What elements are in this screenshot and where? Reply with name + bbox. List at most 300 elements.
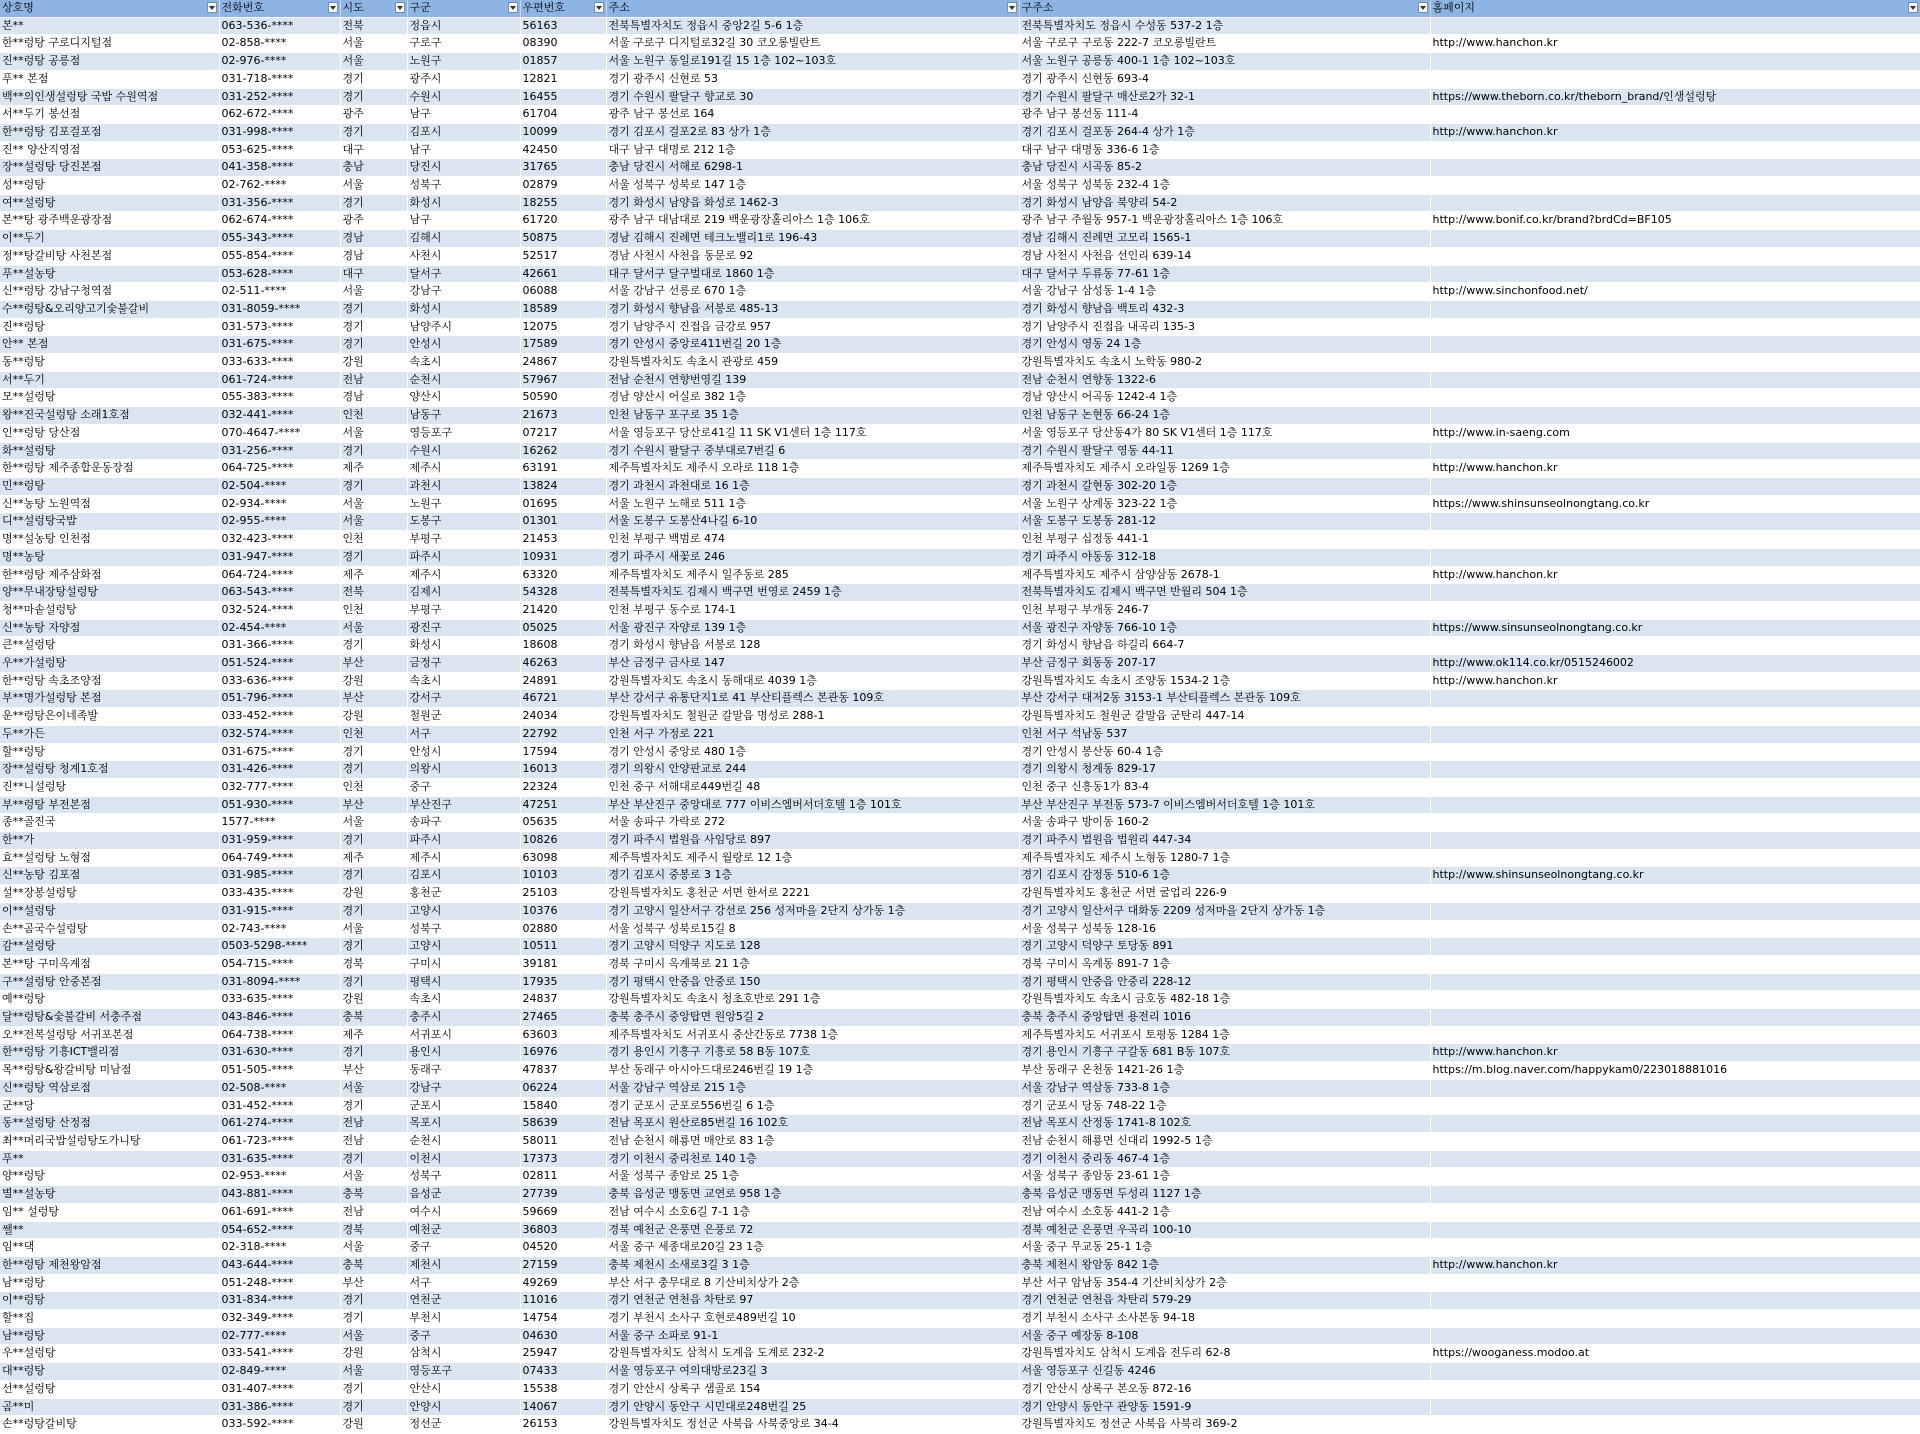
filter-dropdown-icon[interactable] <box>1908 2 1918 13</box>
cell-address[interactable]: 서울 노원구 동일로191길 15 1층 102~103호 <box>606 53 1019 71</box>
cell-gugun[interactable]: 여수시 <box>407 1203 520 1221</box>
cell-name[interactable]: 종**골진국 <box>0 814 219 832</box>
cell-zip[interactable]: 61704 <box>520 106 606 124</box>
cell-homepage[interactable] <box>1430 1380 1920 1398</box>
cell-old_address[interactable]: 서울 영등포구 당산동4가 80 SK V1센터 1층 117호 <box>1019 424 1430 442</box>
cell-old_address[interactable]: 강원특별자치도 홍천군 서면 굴업리 226-9 <box>1019 885 1430 903</box>
cell-name[interactable]: 왕**진국설렁탕 소래1호점 <box>0 407 219 425</box>
cell-address[interactable]: 서울 도봉구 도봉산4나길 6-10 <box>606 513 1019 531</box>
table-row[interactable] <box>0 566 1920 584</box>
cell-old_address[interactable]: 경기 수원시 팔달구 영동 44-11 <box>1019 442 1430 460</box>
cell-address[interactable]: 경북 예천군 은풍면 은풍로 72 <box>606 1221 1019 1239</box>
filter-dropdown-icon[interactable] <box>207 2 217 13</box>
cell-homepage[interactable] <box>1430 354 1920 372</box>
cell-phone[interactable]: 051-796-**** <box>219 690 340 708</box>
cell-address[interactable]: 전북특별자치도 정읍시 중앙2길 5-6 1층 <box>606 17 1019 35</box>
cell-old_address[interactable]: 경기 파주시 야동동 312-18 <box>1019 548 1430 566</box>
cell-name[interactable]: 구**설렁탕 안중본점 <box>0 973 219 991</box>
table-row[interactable] <box>0 938 1920 956</box>
cell-homepage[interactable] <box>1430 1203 1920 1221</box>
cell-address[interactable]: 서울 강남구 선릉로 670 1층 <box>606 283 1019 301</box>
cell-old_address[interactable]: 광주 남구 봉선동 111-4 <box>1019 106 1430 124</box>
cell-address[interactable]: 경기 수원시 팔달구 향교로 30 <box>606 88 1019 106</box>
table-row[interactable] <box>0 141 1920 159</box>
cell-sido[interactable]: 부산 <box>340 1062 407 1080</box>
cell-name[interactable]: 백**의인생설렁탕 국밥 수원역점 <box>0 88 219 106</box>
table-row[interactable] <box>0 832 1920 850</box>
cell-phone[interactable]: 062-672-**** <box>219 106 340 124</box>
cell-old_address[interactable]: 전남 순천시 해룡면 신대리 1992-5 1층 <box>1019 1133 1430 1151</box>
cell-address[interactable]: 서울 성북구 성북로15길 8 <box>606 920 1019 938</box>
table-row[interactable] <box>0 672 1920 690</box>
cell-homepage[interactable] <box>1430 761 1920 779</box>
cell-old_address[interactable]: 인천 서구 석남동 537 <box>1019 725 1430 743</box>
cell-phone[interactable]: 02-849-**** <box>219 1363 340 1381</box>
cell-sido[interactable]: 경남 <box>340 230 407 248</box>
column-header-sido[interactable] <box>340 0 407 17</box>
cell-name[interactable]: 한**렁탕 제주종합운동장점 <box>0 460 219 478</box>
cell-sido[interactable]: 제주 <box>340 566 407 584</box>
cell-old_address[interactable]: 부산 서구 암남동 354-4 기산비치상가 2층 <box>1019 1274 1430 1292</box>
cell-zip[interactable]: 24891 <box>520 672 606 690</box>
cell-homepage[interactable] <box>1430 1115 1920 1133</box>
cell-gugun[interactable]: 안산시 <box>407 1380 520 1398</box>
cell-old_address[interactable]: 제주특별자치도 제주시 오라일동 1269 1층 <box>1019 460 1430 478</box>
cell-address[interactable]: 경남 사천시 사천읍 동문로 92 <box>606 247 1019 265</box>
cell-sido[interactable]: 충북 <box>340 1009 407 1027</box>
cell-address[interactable]: 인천 서구 가정로 221 <box>606 725 1019 743</box>
cell-zip[interactable]: 13824 <box>520 477 606 495</box>
cell-sido[interactable]: 제주 <box>340 849 407 867</box>
cell-name[interactable]: 본**탕 구미옥계점 <box>0 955 219 973</box>
cell-homepage[interactable]: http://www.shinsunseolnongtang.co.kr <box>1430 867 1920 885</box>
cell-zip[interactable]: 24837 <box>520 991 606 1009</box>
cell-gugun[interactable]: 성북구 <box>407 920 520 938</box>
table-row[interactable] <box>0 53 1920 71</box>
cell-name[interactable]: 한**렁탕 속초조양점 <box>0 672 219 690</box>
cell-phone[interactable]: 055-854-**** <box>219 247 340 265</box>
cell-zip[interactable]: 04520 <box>520 1239 606 1257</box>
cell-phone[interactable]: 02-858-**** <box>219 35 340 53</box>
cell-sido[interactable]: 서울 <box>340 619 407 637</box>
cell-phone[interactable]: 02-318-**** <box>219 1239 340 1257</box>
cell-name[interactable]: 운**렁탕은이네족발 <box>0 708 219 726</box>
cell-address[interactable]: 경기 이천시 중리천로 140 1층 <box>606 1150 1019 1168</box>
cell-sido[interactable]: 경기 <box>340 194 407 212</box>
cell-sido[interactable]: 경기 <box>340 548 407 566</box>
cell-address[interactable]: 서울 중구 세종대로20길 23 1층 <box>606 1239 1019 1257</box>
cell-address[interactable]: 제주특별자치도 제주시 월랑로 12 1층 <box>606 849 1019 867</box>
cell-gugun[interactable]: 안성시 <box>407 336 520 354</box>
cell-address[interactable]: 제주특별자치도 제주시 일주동로 285 <box>606 566 1019 584</box>
cell-gugun[interactable]: 부산진구 <box>407 796 520 814</box>
cell-phone[interactable]: 02-762-**** <box>219 177 340 195</box>
table-row[interactable] <box>0 1133 1920 1151</box>
cell-homepage[interactable]: http://www.hanchon.kr <box>1430 123 1920 141</box>
table-row[interactable] <box>0 955 1920 973</box>
cell-homepage[interactable] <box>1430 849 1920 867</box>
table-row[interactable] <box>0 1327 1920 1345</box>
cell-old_address[interactable]: 경기 군포시 당동 748-22 1층 <box>1019 1097 1430 1115</box>
cell-name[interactable]: 푸** <box>0 1150 219 1168</box>
cell-sido[interactable]: 충남 <box>340 159 407 177</box>
cell-zip[interactable]: 52517 <box>520 247 606 265</box>
cell-phone[interactable]: 02-953-**** <box>219 1168 340 1186</box>
cell-homepage[interactable] <box>1430 17 1920 35</box>
cell-name[interactable]: 한**렁탕 제주삼화점 <box>0 566 219 584</box>
cell-sido[interactable]: 경기 <box>340 1310 407 1328</box>
table-row[interactable] <box>0 407 1920 425</box>
cell-homepage[interactable] <box>1430 318 1920 336</box>
cell-name[interactable]: 한**가 <box>0 832 219 850</box>
cell-sido[interactable]: 경기 <box>340 1380 407 1398</box>
table-row[interactable] <box>0 920 1920 938</box>
cell-zip[interactable]: 63320 <box>520 566 606 584</box>
cell-sido[interactable]: 서울 <box>340 814 407 832</box>
cell-old_address[interactable]: 서울 중구 무교동 25-1 1층 <box>1019 1239 1430 1257</box>
cell-phone[interactable]: 02-955-**** <box>219 513 340 531</box>
cell-phone[interactable]: 051-524-**** <box>219 655 340 673</box>
cell-phone[interactable]: 064-738-**** <box>219 1026 340 1044</box>
cell-gugun[interactable]: 남구 <box>407 106 520 124</box>
cell-phone[interactable]: 061-691-**** <box>219 1203 340 1221</box>
cell-homepage[interactable] <box>1430 389 1920 407</box>
table-row[interactable] <box>0 106 1920 124</box>
cell-old_address[interactable]: 경기 남양주시 진접읍 내곡리 135-3 <box>1019 318 1430 336</box>
cell-gugun[interactable]: 성북구 <box>407 177 520 195</box>
cell-gugun[interactable]: 과천시 <box>407 477 520 495</box>
table-row[interactable] <box>0 619 1920 637</box>
table-row[interactable] <box>0 1044 1920 1062</box>
cell-homepage[interactable]: http://www.hanchon.kr <box>1430 566 1920 584</box>
table-row[interactable] <box>0 513 1920 531</box>
cell-homepage[interactable]: https://www.sinsunseolnongtang.co.kr <box>1430 619 1920 637</box>
table-row[interactable] <box>0 548 1920 566</box>
cell-homepage[interactable] <box>1430 796 1920 814</box>
cell-homepage[interactable] <box>1430 106 1920 124</box>
cell-name[interactable]: 남**렁탕 <box>0 1274 219 1292</box>
cell-address[interactable]: 서울 중구 소파로 91-1 <box>606 1327 1019 1345</box>
cell-gugun[interactable]: 달서구 <box>407 265 520 283</box>
cell-zip[interactable]: 36803 <box>520 1221 606 1239</box>
cell-phone[interactable]: 043-644-**** <box>219 1256 340 1274</box>
cell-gugun[interactable]: 서귀포시 <box>407 1026 520 1044</box>
cell-gugun[interactable]: 남구 <box>407 212 520 230</box>
cell-zip[interactable]: 58011 <box>520 1133 606 1151</box>
cell-homepage[interactable] <box>1430 265 1920 283</box>
cell-name[interactable]: 쌜** <box>0 1221 219 1239</box>
cell-homepage[interactable] <box>1430 1079 1920 1097</box>
cell-address[interactable]: 경기 군포시 군포로556번길 6 1층 <box>606 1097 1019 1115</box>
cell-homepage[interactable] <box>1430 513 1920 531</box>
cell-gugun[interactable]: 부천시 <box>407 1310 520 1328</box>
cell-homepage[interactable] <box>1430 1310 1920 1328</box>
table-row[interactable] <box>0 708 1920 726</box>
table-row[interactable] <box>0 814 1920 832</box>
cell-homepage[interactable] <box>1430 70 1920 88</box>
cell-zip[interactable]: 27465 <box>520 1009 606 1027</box>
cell-address[interactable]: 제주특별자치도 제주시 오라로 118 1층 <box>606 460 1019 478</box>
filter-dropdown-icon[interactable] <box>594 2 604 13</box>
cell-address[interactable]: 경남 양산시 어실로 382 1층 <box>606 389 1019 407</box>
cell-zip[interactable]: 49269 <box>520 1274 606 1292</box>
table-row[interactable] <box>0 796 1920 814</box>
cell-name[interactable]: 별**설농탕 <box>0 1186 219 1204</box>
table-row[interactable] <box>0 743 1920 761</box>
cell-zip[interactable]: 58639 <box>520 1115 606 1133</box>
cell-homepage[interactable] <box>1430 902 1920 920</box>
cell-old_address[interactable]: 강원특별자치도 삼척시 도계읍 전두리 62-8 <box>1019 1345 1430 1363</box>
cell-sido[interactable]: 경남 <box>340 389 407 407</box>
cell-sido[interactable]: 경기 <box>340 1097 407 1115</box>
cell-phone[interactable]: 1577-**** <box>219 814 340 832</box>
cell-gugun[interactable]: 정선군 <box>407 1416 520 1434</box>
cell-zip[interactable]: 17589 <box>520 336 606 354</box>
cell-zip[interactable]: 42661 <box>520 265 606 283</box>
cell-zip[interactable]: 07217 <box>520 424 606 442</box>
cell-homepage[interactable]: http://www.hanchon.kr <box>1430 35 1920 53</box>
cell-address[interactable]: 충북 음성군 맹동면 교연로 958 1층 <box>606 1186 1019 1204</box>
cell-sido[interactable]: 전남 <box>340 1203 407 1221</box>
cell-sido[interactable]: 경기 <box>340 902 407 920</box>
cell-name[interactable]: 신**농탕 자양점 <box>0 619 219 637</box>
cell-sido[interactable]: 서울 <box>340 495 407 513</box>
table-row[interactable] <box>0 495 1920 513</box>
cell-name[interactable]: 우**설렁탕 <box>0 1345 219 1363</box>
cell-gugun[interactable]: 철원군 <box>407 708 520 726</box>
cell-name[interactable]: 명**농탕 <box>0 548 219 566</box>
cell-old_address[interactable]: 경기 안산시 상록구 본오동 872-16 <box>1019 1380 1430 1398</box>
cell-phone[interactable]: 055-343-**** <box>219 230 340 248</box>
cell-sido[interactable]: 서울 <box>340 1327 407 1345</box>
cell-zip[interactable]: 10376 <box>520 902 606 920</box>
cell-sido[interactable]: 부산 <box>340 655 407 673</box>
cell-address[interactable]: 전남 여수시 소호6길 7-1 1층 <box>606 1203 1019 1221</box>
cell-gugun[interactable]: 중구 <box>407 778 520 796</box>
cell-zip[interactable]: 01301 <box>520 513 606 531</box>
cell-zip[interactable]: 17935 <box>520 973 606 991</box>
cell-zip[interactable]: 02880 <box>520 920 606 938</box>
table-row[interactable] <box>0 212 1920 230</box>
cell-name[interactable]: 진**니설렁탕 <box>0 778 219 796</box>
cell-zip[interactable]: 50590 <box>520 389 606 407</box>
table-row[interactable] <box>0 655 1920 673</box>
cell-sido[interactable]: 인천 <box>340 778 407 796</box>
cell-sido[interactable]: 경기 <box>340 973 407 991</box>
cell-address[interactable]: 인천 남동구 포구로 35 1층 <box>606 407 1019 425</box>
filter-dropdown-icon[interactable] <box>395 2 405 13</box>
cell-gugun[interactable]: 용인시 <box>407 1044 520 1062</box>
cell-gugun[interactable]: 충주시 <box>407 1009 520 1027</box>
table-row[interactable] <box>0 336 1920 354</box>
cell-zip[interactable]: 17594 <box>520 743 606 761</box>
cell-zip[interactable]: 54328 <box>520 584 606 602</box>
cell-phone[interactable]: 031-8094-**** <box>219 973 340 991</box>
cell-homepage[interactable]: http://www.hanchon.kr <box>1430 1256 1920 1274</box>
cell-phone[interactable]: 031-718-**** <box>219 70 340 88</box>
cell-zip[interactable]: 08390 <box>520 35 606 53</box>
cell-name[interactable]: 임**댁 <box>0 1239 219 1257</box>
cell-sido[interactable]: 서울 <box>340 920 407 938</box>
cell-phone[interactable]: 02-743-**** <box>219 920 340 938</box>
cell-sido[interactable]: 인천 <box>340 725 407 743</box>
cell-old_address[interactable]: 대구 달서구 두류동 77-61 1층 <box>1019 265 1430 283</box>
cell-address[interactable]: 경기 연천군 연천읍 차탄로 97 <box>606 1292 1019 1310</box>
cell-gugun[interactable]: 화성시 <box>407 300 520 318</box>
cell-old_address[interactable]: 제주특별자치도 제주시 노형동 1280-7 1층 <box>1019 849 1430 867</box>
cell-old_address[interactable]: 부산 동래구 온천동 1421-26 1층 <box>1019 1062 1430 1080</box>
cell-address[interactable]: 충북 충주시 중앙탑면 원앙5길 2 <box>606 1009 1019 1027</box>
table-row[interactable] <box>0 230 1920 248</box>
cell-address[interactable]: 전남 목포시 원산로85번길 16 102호 <box>606 1115 1019 1133</box>
cell-gugun[interactable]: 이천시 <box>407 1150 520 1168</box>
cell-address[interactable]: 부산 강서구 유통단지1로 41 부산티플렉스 본관동 109호 <box>606 690 1019 708</box>
cell-gugun[interactable]: 김포시 <box>407 123 520 141</box>
cell-phone[interactable]: 032-441-**** <box>219 407 340 425</box>
cell-gugun[interactable]: 성북구 <box>407 1168 520 1186</box>
cell-name[interactable]: 한**렁탕 김포걸포점 <box>0 123 219 141</box>
cell-old_address[interactable]: 인천 남동구 논현동 66-24 1층 <box>1019 407 1430 425</box>
cell-address[interactable]: 강원특별자치도 속초시 청초호반로 291 1층 <box>606 991 1019 1009</box>
table-row[interactable] <box>0 35 1920 53</box>
cell-gugun[interactable]: 정읍시 <box>407 17 520 35</box>
cell-homepage[interactable] <box>1430 991 1920 1009</box>
cell-phone[interactable]: 033-541-**** <box>219 1345 340 1363</box>
cell-old_address[interactable]: 인천 부평구 부개동 246-7 <box>1019 601 1430 619</box>
table-row[interactable] <box>0 778 1920 796</box>
cell-sido[interactable]: 경기 <box>340 123 407 141</box>
cell-address[interactable]: 부산 서구 충무대로 8 기산비치상가 2층 <box>606 1274 1019 1292</box>
cell-old_address[interactable]: 경남 김해시 진례면 고모리 1565-1 <box>1019 230 1430 248</box>
cell-address[interactable]: 인천 중구 서해대로449번길 48 <box>606 778 1019 796</box>
cell-gugun[interactable]: 광진구 <box>407 619 520 637</box>
cell-old_address[interactable]: 경기 안성시 영동 24 1층 <box>1019 336 1430 354</box>
cell-zip[interactable]: 46721 <box>520 690 606 708</box>
cell-homepage[interactable] <box>1430 1186 1920 1204</box>
cell-address[interactable]: 경기 평택시 안중읍 안중로 150 <box>606 973 1019 991</box>
cell-zip[interactable]: 22792 <box>520 725 606 743</box>
cell-sido[interactable]: 경기 <box>340 318 407 336</box>
cell-address[interactable]: 서울 노원구 노해로 511 1층 <box>606 495 1019 513</box>
cell-address[interactable]: 경기 수원시 팔달구 중부대로7번길 6 <box>606 442 1019 460</box>
cell-zip[interactable]: 27159 <box>520 1256 606 1274</box>
cell-phone[interactable]: 070-4647-**** <box>219 424 340 442</box>
cell-gugun[interactable]: 삼척시 <box>407 1345 520 1363</box>
cell-phone[interactable]: 032-423-**** <box>219 531 340 549</box>
cell-name[interactable]: 대**렁탕 <box>0 1363 219 1381</box>
table-row[interactable] <box>0 725 1920 743</box>
cell-old_address[interactable]: 경기 안양시 동안구 관양동 1591-9 <box>1019 1398 1430 1416</box>
cell-gugun[interactable]: 속초시 <box>407 991 520 1009</box>
cell-address[interactable]: 부산 부산진구 중앙대로 777 이비스엠버서더호텔 1층 101호 <box>606 796 1019 814</box>
cell-old_address[interactable]: 경기 이천시 중리동 467-4 1층 <box>1019 1150 1430 1168</box>
cell-gugun[interactable]: 홍천군 <box>407 885 520 903</box>
cell-homepage[interactable] <box>1430 1009 1920 1027</box>
cell-zip[interactable]: 01857 <box>520 53 606 71</box>
cell-sido[interactable]: 경기 <box>340 832 407 850</box>
cell-homepage[interactable]: http://www.bonif.co.kr/brand?brdCd=BF105 <box>1430 212 1920 230</box>
cell-name[interactable]: 동**렁탕 <box>0 354 219 372</box>
cell-phone[interactable]: 031-573-**** <box>219 318 340 336</box>
cell-sido[interactable]: 대구 <box>340 265 407 283</box>
cell-zip[interactable]: 39181 <box>520 955 606 973</box>
cell-sido[interactable]: 경기 <box>340 637 407 655</box>
cell-zip[interactable]: 16262 <box>520 442 606 460</box>
cell-zip[interactable]: 42450 <box>520 141 606 159</box>
cell-gugun[interactable]: 목포시 <box>407 1115 520 1133</box>
table-row[interactable] <box>0 477 1920 495</box>
cell-address[interactable]: 경북 구미시 옥계북로 21 1층 <box>606 955 1019 973</box>
cell-name[interactable]: 양**렁탕 <box>0 1168 219 1186</box>
cell-homepage[interactable]: http://www.hanchon.kr <box>1430 672 1920 690</box>
cell-zip[interactable]: 04630 <box>520 1327 606 1345</box>
cell-phone[interactable]: 033-592-**** <box>219 1416 340 1434</box>
cell-name[interactable]: 명**설농탕 인천점 <box>0 531 219 549</box>
cell-zip[interactable]: 10826 <box>520 832 606 850</box>
cell-phone[interactable]: 02-934-**** <box>219 495 340 513</box>
cell-sido[interactable]: 광주 <box>340 212 407 230</box>
cell-address[interactable]: 인천 부평구 백범로 474 <box>606 531 1019 549</box>
cell-address[interactable]: 전남 순천시 연향번영길 139 <box>606 371 1019 389</box>
table-row[interactable] <box>0 265 1920 283</box>
cell-phone[interactable]: 031-985-**** <box>219 867 340 885</box>
cell-homepage[interactable]: http://www.hanchon.kr <box>1430 460 1920 478</box>
cell-old_address[interactable]: 강원특별자치도 정선군 사북읍 사북리 369-2 <box>1019 1416 1430 1434</box>
cell-name[interactable]: 할**집 <box>0 1310 219 1328</box>
cell-gugun[interactable]: 노원구 <box>407 495 520 513</box>
cell-gugun[interactable]: 서구 <box>407 1274 520 1292</box>
cell-phone[interactable]: 051-248-**** <box>219 1274 340 1292</box>
table-row[interactable] <box>0 531 1920 549</box>
cell-name[interactable]: 장**설렁탕 당진본점 <box>0 159 219 177</box>
table-row[interactable] <box>0 1203 1920 1221</box>
cell-gugun[interactable]: 고양시 <box>407 938 520 956</box>
cell-homepage[interactable] <box>1430 159 1920 177</box>
cell-homepage[interactable]: https://m.blog.naver.com/happykam0/223018881016 <box>1430 1062 1920 1080</box>
cell-old_address[interactable]: 충남 당진시 시곡동 85-2 <box>1019 159 1430 177</box>
cell-address[interactable]: 제주특별자치도 서귀포시 중산간동로 7738 1층 <box>606 1026 1019 1044</box>
cell-phone[interactable]: 064-724-**** <box>219 566 340 584</box>
cell-phone[interactable]: 031-635-**** <box>219 1150 340 1168</box>
cell-gugun[interactable]: 파주시 <box>407 548 520 566</box>
cell-zip[interactable]: 12075 <box>520 318 606 336</box>
cell-old_address[interactable]: 부산 부산진구 부전동 573-7 이비스엠버서더호텔 1층 101호 <box>1019 796 1430 814</box>
cell-phone[interactable]: 032-777-**** <box>219 778 340 796</box>
cell-gugun[interactable]: 김제시 <box>407 584 520 602</box>
cell-gugun[interactable]: 노원구 <box>407 53 520 71</box>
table-row[interactable] <box>0 1292 1920 1310</box>
cell-phone[interactable]: 031-252-**** <box>219 88 340 106</box>
cell-address[interactable]: 충북 제천시 소새로3길 3 1층 <box>606 1256 1019 1274</box>
cell-address[interactable]: 부산 동래구 아시아드대로246번길 19 1층 <box>606 1062 1019 1080</box>
cell-zip[interactable]: 10511 <box>520 938 606 956</box>
table-row[interactable] <box>0 123 1920 141</box>
cell-old_address[interactable]: 경기 화성시 향남읍 하길리 664-7 <box>1019 637 1430 655</box>
column-header-homepage[interactable] <box>1430 0 1920 17</box>
cell-old_address[interactable]: 강원특별자치도 속초시 금호동 482-18 1층 <box>1019 991 1430 1009</box>
cell-phone[interactable]: 055-383-**** <box>219 389 340 407</box>
cell-old_address[interactable]: 경기 고양시 일산서구 대화동 2209 성저마을 2단지 상가동 1층 <box>1019 902 1430 920</box>
column-header-name[interactable] <box>0 0 219 17</box>
cell-sido[interactable]: 서울 <box>340 177 407 195</box>
cell-old_address[interactable]: 전남 순천시 연향동 1322-6 <box>1019 371 1430 389</box>
cell-zip[interactable]: 59669 <box>520 1203 606 1221</box>
cell-homepage[interactable] <box>1430 637 1920 655</box>
cell-sido[interactable]: 인천 <box>340 601 407 619</box>
cell-sido[interactable]: 서울 <box>340 35 407 53</box>
cell-gugun[interactable]: 수원시 <box>407 88 520 106</box>
cell-name[interactable]: 동**설렁탕 산정점 <box>0 1115 219 1133</box>
